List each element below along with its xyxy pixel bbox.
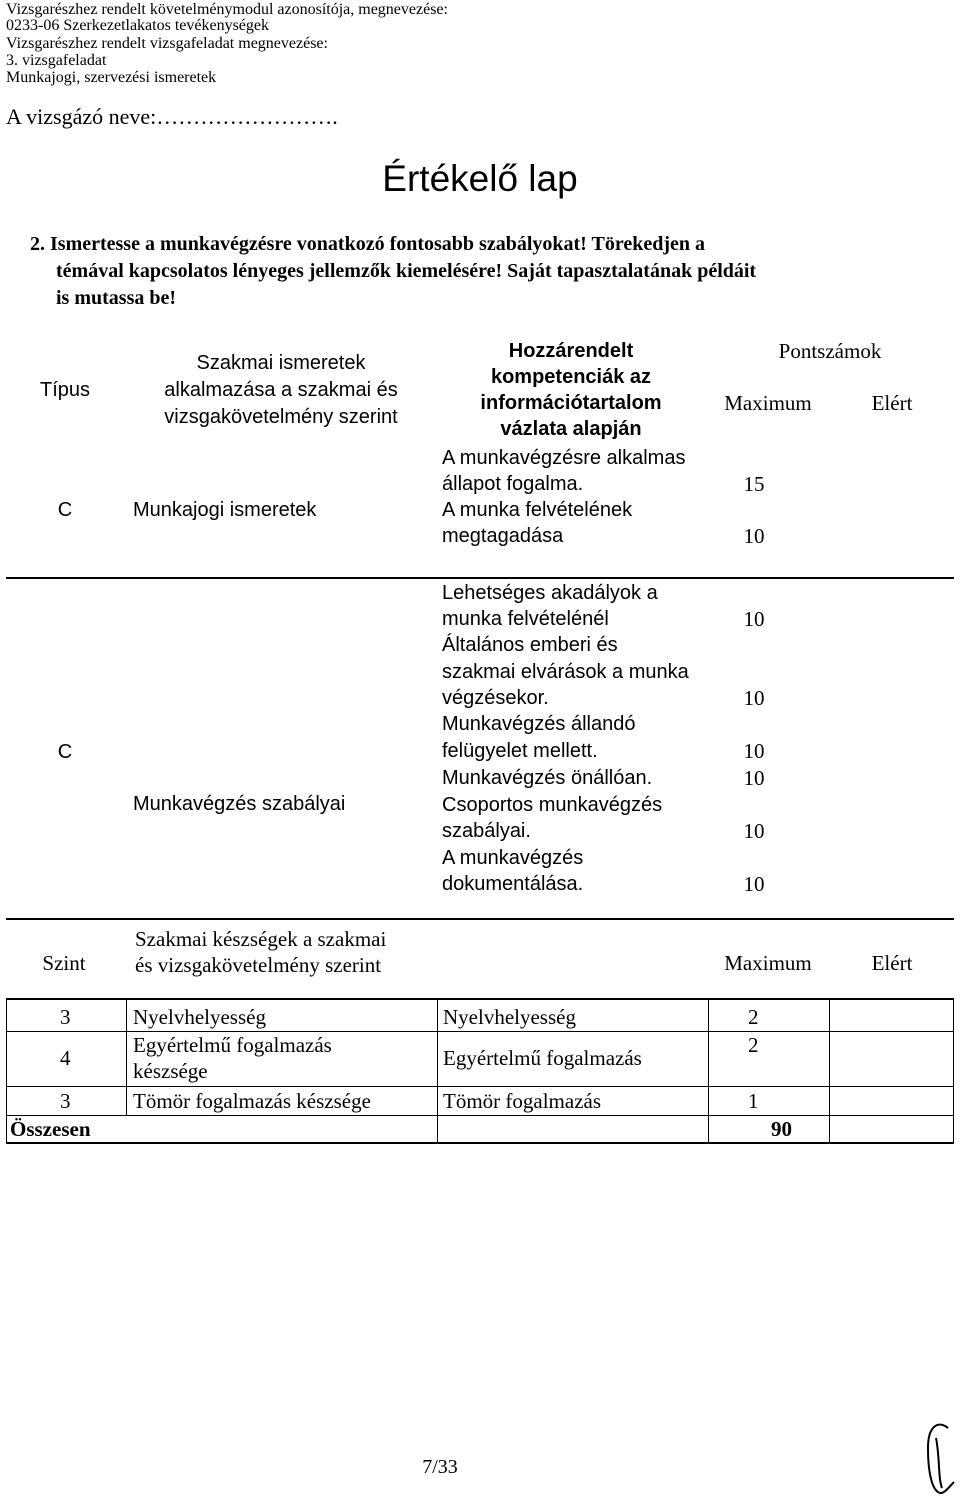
- candidate-name-label: A vizsgázó neve:…………………….: [6, 104, 338, 129]
- row1-max: 10: [743, 524, 765, 548]
- col-header-knowledge-1: Szakmai ismeretek: [196, 352, 366, 374]
- row1-item: A munkavégzésre alkalmas: [442, 447, 686, 469]
- col-header-competence-3: információtartalom: [480, 392, 662, 414]
- col-header-skills-2: és vizsgakövetelmény szerint: [135, 953, 382, 977]
- total-label: Összesen: [10, 1117, 91, 1141]
- row1-item: megtagadása: [442, 525, 564, 547]
- row2-item: Munkavégzés önállóan.: [442, 767, 653, 789]
- header-line-2: 0233-06 Szerkezetlakatos tevékenységek: [6, 17, 270, 34]
- task-line-3: is mutassa be!: [56, 287, 177, 309]
- row1-item: A munka felvételének: [442, 499, 633, 521]
- row2-item: A munkavégzés: [442, 847, 584, 869]
- row2-item: dokumentálása.: [442, 873, 584, 895]
- skill-competence: Tömör fogalmazás: [443, 1089, 602, 1113]
- header-line-3: Vizsgarészhez rendelt vizsgafeladat megnevezése:: [6, 35, 328, 52]
- skill-competence: Nyelvhelyesség: [443, 1005, 576, 1029]
- skill-level: 3: [60, 1089, 71, 1113]
- row2-knowledge: Munkavégzés szabályai: [133, 793, 346, 815]
- col-header-max: Maximum: [724, 391, 812, 415]
- row2-item: Csoportos munkavégzés: [442, 794, 663, 816]
- col-header-level: Szint: [42, 951, 86, 975]
- page-title: Értékelő lap: [382, 158, 578, 199]
- table-border: [6, 1142, 954, 1144]
- row2-item: munka felvételénél: [442, 608, 609, 630]
- row2-item: felügyelet mellett.: [442, 740, 598, 762]
- row1-item: állapot fogalma.: [442, 473, 584, 495]
- col-header-reached: Elért: [871, 391, 913, 415]
- row2-type: C: [57, 741, 73, 763]
- row2-item: Általános emberi és: [442, 634, 618, 656]
- row1-max: 15: [743, 472, 765, 496]
- row2-item: szakmai elvárások a munka: [442, 661, 689, 683]
- col-header-knowledge-3: vizsgakövetelmény szerint: [164, 406, 398, 428]
- skill-level: 4: [60, 1046, 71, 1070]
- table-border: [708, 1000, 709, 1143]
- table-border: [6, 998, 954, 1000]
- row2-max: 10: [743, 766, 765, 790]
- col-header-type: Típus: [39, 379, 91, 401]
- row1-type: C: [57, 499, 73, 521]
- row2-max: 10: [743, 872, 765, 896]
- row2-item: szabályai.: [442, 820, 531, 842]
- total-value: 90: [771, 1117, 792, 1141]
- task-line-1: 2. Ismertesse a munkavégzésre vonatkozó fontosabb szabályokat! Törekedjen a: [30, 233, 705, 255]
- row2-max: 10: [743, 819, 765, 843]
- header-line-1: Vizsgarészhez rendelt követelménymodul azonosítója, megnevezése:: [6, 1, 448, 18]
- col-header-competence-4: vázlata alapján: [500, 418, 642, 440]
- row2-item: végzésekor.: [442, 687, 549, 709]
- table-border: [829, 1000, 830, 1143]
- table-border: [953, 1000, 954, 1143]
- row2-item: Lehetséges akadályok a: [442, 582, 658, 604]
- col-header-competence-2: kompetenciák az: [490, 366, 652, 388]
- table-divider: [6, 577, 954, 579]
- skill-max: 2: [748, 1033, 759, 1057]
- row2-max: 10: [743, 607, 765, 631]
- skill-competence: Egyértelmű fogalmazás: [443, 1046, 642, 1070]
- page-number: 7/33: [422, 1456, 458, 1478]
- skill-name: Tömör fogalmazás készsége: [133, 1089, 371, 1113]
- header-line-4: 3. vizsgafeladat: [6, 52, 107, 69]
- table-border: [6, 1115, 954, 1116]
- table-border: [6, 1086, 954, 1087]
- table-border: [437, 1000, 438, 1143]
- col-header-points: Pontszámok: [778, 339, 882, 363]
- skill-max: 1: [748, 1089, 759, 1113]
- col-header-competence-1: Hozzárendelt: [508, 340, 634, 362]
- signature-mark: [918, 1418, 958, 1496]
- table-border: [126, 1000, 127, 1115]
- row1-knowledge: Munkajogi ismeretek: [133, 499, 317, 521]
- skill-name: Nyelvhelyesség: [133, 1005, 266, 1029]
- col-header-reached: Elért: [871, 951, 913, 975]
- skill-name: Egyértelmű fogalmazás: [133, 1033, 332, 1057]
- col-header-knowledge-2: alkalmazása a szakmai és: [164, 379, 398, 401]
- row2-max: 10: [743, 739, 765, 763]
- skill-max: 2: [748, 1005, 759, 1029]
- header-line-5: Munkajogi, szervezési ismeretek: [6, 69, 217, 86]
- table-divider: [6, 918, 954, 920]
- col-header-max: Maximum: [724, 951, 812, 975]
- task-line-2: témával kapcsolatos lényeges jellemzők kiemelésére! Saját tapasztalatának példáit: [56, 260, 757, 282]
- row2-item: Munkavégzés állandó: [442, 713, 636, 735]
- row2-max: 10: [743, 686, 765, 710]
- skill-name: készsége: [133, 1059, 208, 1083]
- table-border: [6, 1000, 7, 1143]
- skill-level: 3: [60, 1005, 71, 1029]
- col-header-skills-1: Szakmai készségek a szakmai: [135, 927, 387, 951]
